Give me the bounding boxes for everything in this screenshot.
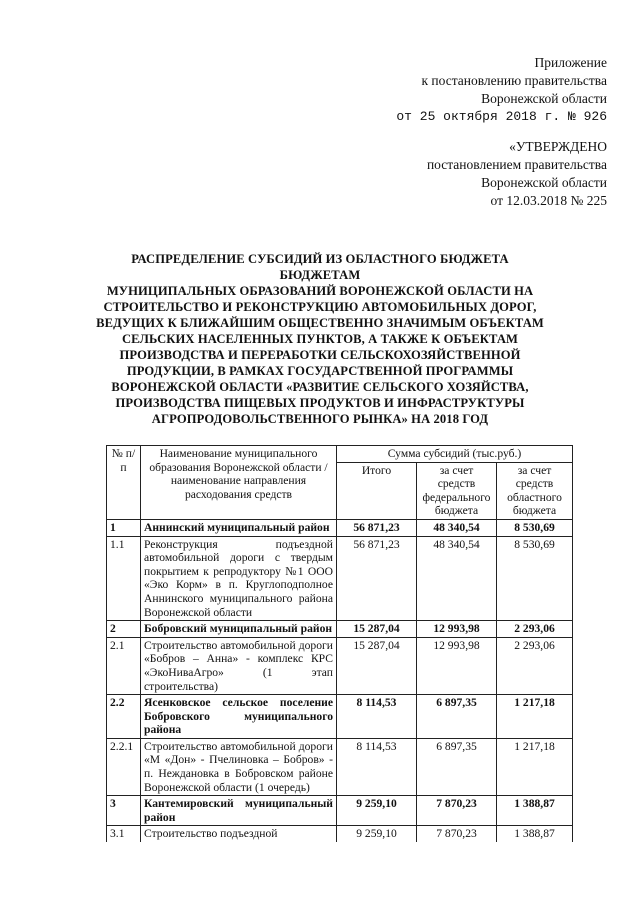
row-total: 8 114,53 [337,695,417,739]
row-total: 15 287,04 [337,637,417,694]
row-total: 56 871,23 [337,519,417,536]
header-federal: за счет средств федерального бюджета [417,462,497,519]
row-num: 2 [107,621,141,638]
approved-title: «УТВЕРЖДЕНО [509,139,607,154]
row-federal: 12 993,98 [417,637,497,694]
table-row [107,695,573,739]
table-body [107,519,573,842]
row-name: Строительство автомобильной дороги «Бобров – Анна» - комплекс КРС «ЭкоНиваАгро» (1 этап строительства) [141,637,337,694]
row-total: 56 871,23 [337,536,417,621]
row-regional: 1 217,18 [497,738,573,795]
appendix-resolution: к постановлению правительства [421,73,607,88]
header-total: Итого [337,462,417,519]
row-federal: 7 870,23 [417,826,497,843]
title-line: ПРОДУКЦИИ, В РАМКАХ ГОСУДАРСТВЕННОЙ ПРОГРАММЫ [126,364,514,378]
row-num: 1 [107,519,141,536]
approved-block [427,138,607,210]
row-federal: 12 993,98 [417,621,497,638]
row-name: Бобровский муниципальный район [141,621,337,638]
row-name: Строительство автомобильной дороги «М «Дон» - Пчелиновка – Бобров» - п. Неждановка в Бобровском районе Воронежской области (1 очередь) [141,738,337,795]
appendix-region: Воронежской области [481,91,607,106]
row-total: 9 259,10 [337,826,417,843]
header-regional: за счет средств областного бюджета [497,462,573,519]
approved-region: Воронежской области [481,175,607,190]
row-regional: 8 530,69 [497,536,573,621]
document-title [95,251,545,427]
row-regional: 2 293,06 [497,637,573,694]
row-federal: 7 870,23 [417,796,497,826]
row-num: 1.1 [107,536,141,621]
title-line: МУНИЦИПАЛЬНЫХ ОБРАЗОВАНИЙ ВОРОНЕЖСКОЙ ОБЛАСТИ НА [106,284,534,298]
title-line: СЕЛЬСКИХ НАСЕЛЕННЫХ ПУНКТОВ, А ТАКЖЕ К ОБЪЕКТАМ [121,332,519,346]
title-line: ПРОИЗВОДСТВА ПИЩЕВЫХ ПРОДУКТОВ И ИНФРАСТРУКТУРЫ [115,396,525,410]
approved-date: от 12.03.2018 № 225 [490,193,607,208]
row-num: 3.1 [107,826,141,843]
title-line: СТРОИТЕЛЬСТВО И РЕКОНСТРУКЦИЮ АВТОМОБИЛЬНЫХ ДОРОГ, [103,300,537,314]
row-name: Аннинский муниципальный район [141,519,337,536]
row-name: Строительство подъездной [141,826,337,843]
header-num: № п/п [107,446,141,520]
header-name: Наименование муниципального образования Воронежской области / наименование направления расходования средств [141,446,337,520]
row-num: 2.2 [107,695,141,739]
row-total: 9 259,10 [337,796,417,826]
row-federal: 6 897,35 [417,738,497,795]
row-federal: 48 340,54 [417,519,497,536]
row-total: 15 287,04 [337,621,417,638]
table-row [107,738,573,795]
header-sum-group: Сумма субсидий (тыс.руб.) [337,446,573,463]
row-regional: 2 293,06 [497,621,573,638]
row-name: Реконструкция подъездной автомобильной дороги с твердым покрытием к репродуктору №1 ООО «Эко Корм» в п. Круглоподполное Аннинского муниципального района Воронежской области [141,536,337,621]
row-total: 8 114,53 [337,738,417,795]
appendix-title: Приложение [534,55,607,70]
appendix-block [396,54,607,126]
row-name: Ясенковское сельское поселение Бобровского муниципального района [141,695,337,739]
subsidy-table [106,445,573,842]
title-line: ВЕДУЩИХ К БЛИЖАЙШИМ ОБЩЕСТВЕННО ЗНАЧИМЫМ ОБЪЕКТАМ [96,316,544,330]
table-row [107,826,573,843]
row-regional: 1 388,87 [497,796,573,826]
title-line: РАСПРЕДЕЛЕНИЕ СУБСИДИЙ ИЗ ОБЛАСТНОГО БЮДЖЕТА БЮДЖЕТАМ [131,252,509,282]
row-regional: 1 388,87 [497,826,573,843]
row-regional: 1 217,18 [497,695,573,739]
row-federal: 48 340,54 [417,536,497,621]
title-line: ПРОИЗВОДСТВА И ПЕРЕРАБОТКИ СЕЛЬСКОХОЗЯЙСТВЕННОЙ [119,348,521,362]
row-name: Кантемировский муниципальный район [141,796,337,826]
row-regional: 8 530,69 [497,519,573,536]
row-num: 3 [107,796,141,826]
table-row [107,637,573,694]
table-row [107,621,573,638]
row-num: 2.2.1 [107,738,141,795]
title-line: АГРОПРОДОВОЛЬСТВЕННОГО РЫНКА» НА 2018 ГОД [151,412,489,426]
approved-resolution: постановлением правительства [426,157,607,172]
row-federal: 6 897,35 [417,695,497,739]
title-line: ВОРОНЕЖСКОЙ ОБЛАСТИ «РАЗВИТИЕ СЕЛЬСКОГО ХОЗЯЙСТВА, [111,380,529,394]
row-num: 2.1 [107,637,141,694]
table-row [107,796,573,826]
appendix-date: от 25 октября 2018 г. № 926 [396,109,607,124]
table-row [107,519,573,536]
table-row [107,536,573,621]
